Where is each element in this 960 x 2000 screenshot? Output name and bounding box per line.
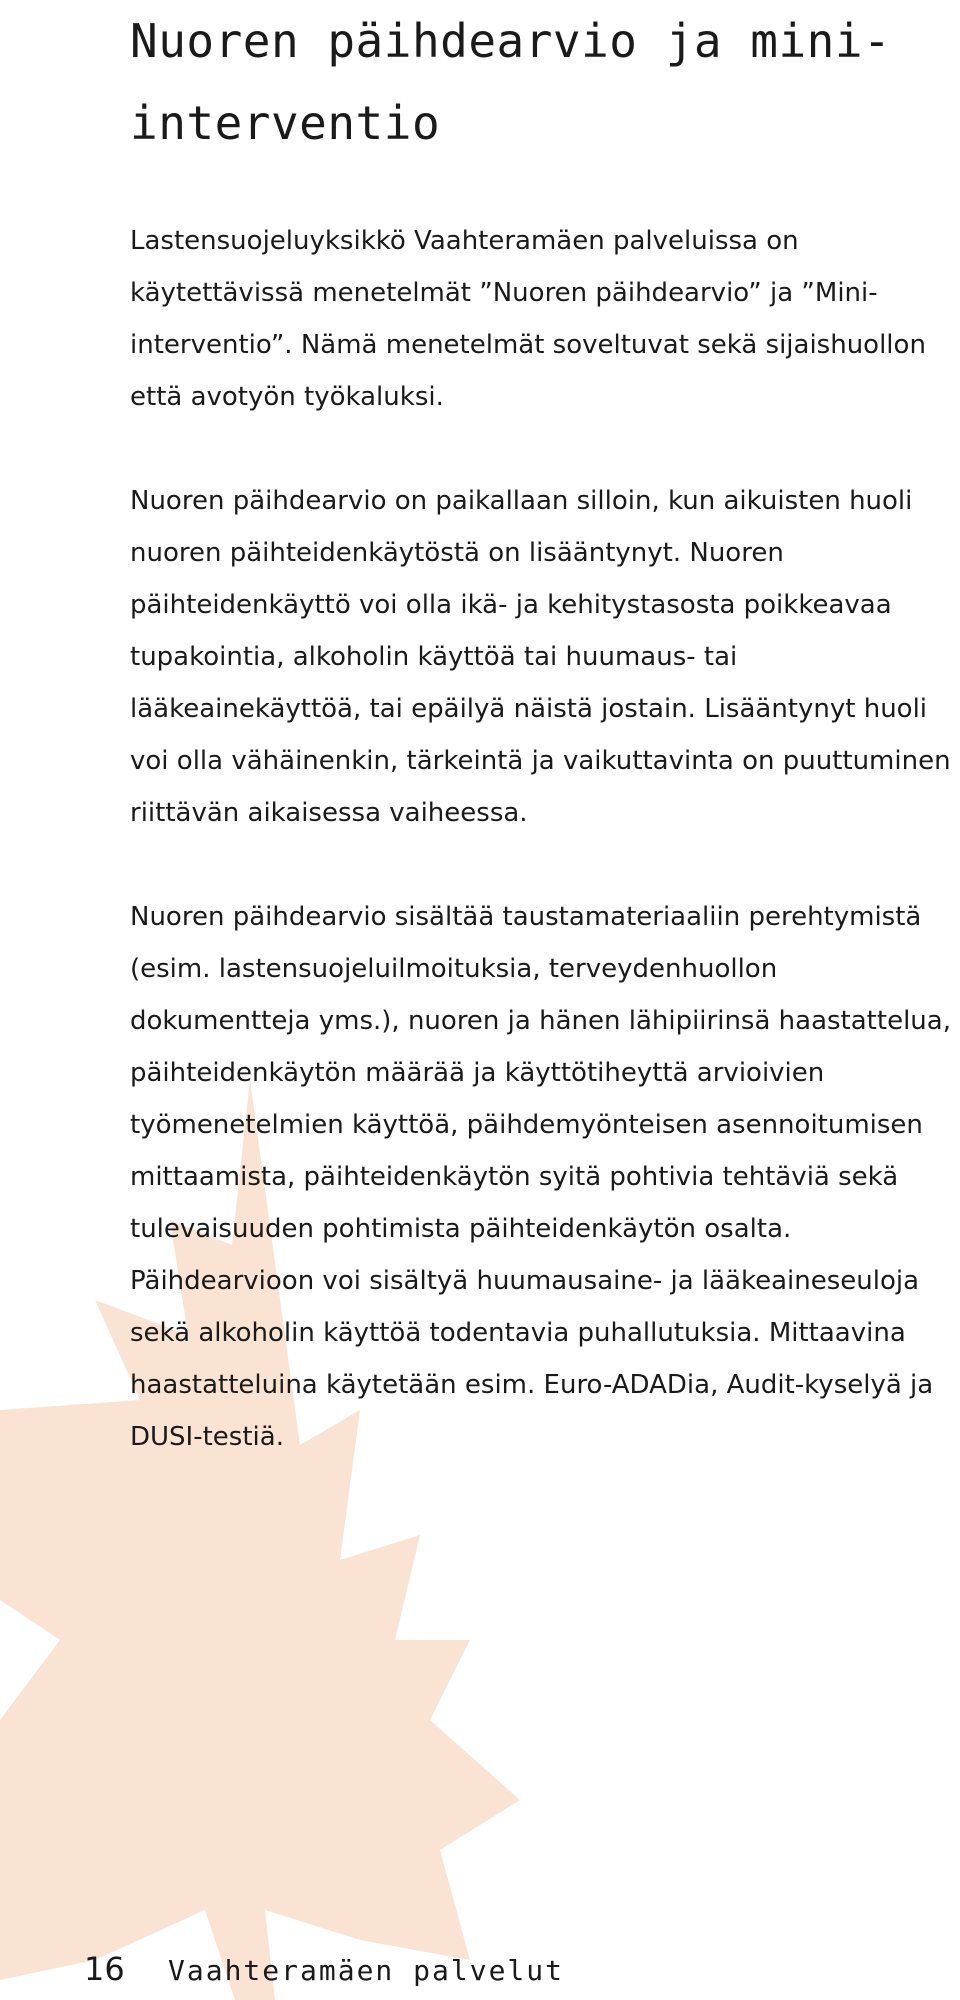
- page-footer: [84, 1950, 564, 1988]
- paragraph-intro: Lastensuojeluyksikkö Vaahteramäen palveluissa on käytettävissä menetelmät ”Nuoren päihdearvio” ja ”Mini-interventio”. Nämä menetelmät soveltuvat sekä sijaishuollon että avotyön työkaluksi.: [130, 226, 926, 412]
- paragraph-contents: Nuoren päihdearvio sisältää taustamateriaaliin perehtymistä (esim. lastensuojeluilmoituksia, terveydenhuollon dokumentteja yms.), nuoren ja hänen lähipiirinsä haastattelua, päihteidenkäytön määrää ja käyttötiheyttä arvioivien työmenetelmien käyttöä, päihdemyönteisen asennoitumisen mittaamista, päihteidenkäytön syitä pohtivia tehtäviä sekä tulevaisuuden pohtimista päihteidenkäytön osalta. Päihdearvioon voi sisältyä huumausaine- ja lääkeaineseuloja sekä alkoholin käyttöä todentavia puhallutuksia. Mittaavina haastatteluina käytetään esim. Euro-ADADia, Audit-kyselyä ja DUSI-testiä.: [130, 902, 951, 1452]
- paragraph-when-needed: Nuoren päihdearvio on paikallaan silloin, kun aikuisten huoli nuoren päihteidenkäytöstä on lisääntynyt. Nuoren päihteidenkäyttö voi olla ikä- ja kehitystasosta poikkeavaa tupakointia, alkoholin käyttöä tai huumaus- tai lääkeainekäyttöä, tai epäilyä näistä jostain. Lisääntynyt huoli voi olla vähäinenkin, tärkeintä ja vaikuttavinta on puuttuminen riittävän aikaisessa vaiheessa.: [130, 486, 951, 828]
- page-number: 16: [84, 1950, 125, 1988]
- publication-name: Vaahteramäen palvelut: [168, 1954, 565, 1987]
- article-body: [130, 215, 960, 1515]
- page-title: Nuoren päihdearvio ja mini-interventio: [130, 14, 892, 150]
